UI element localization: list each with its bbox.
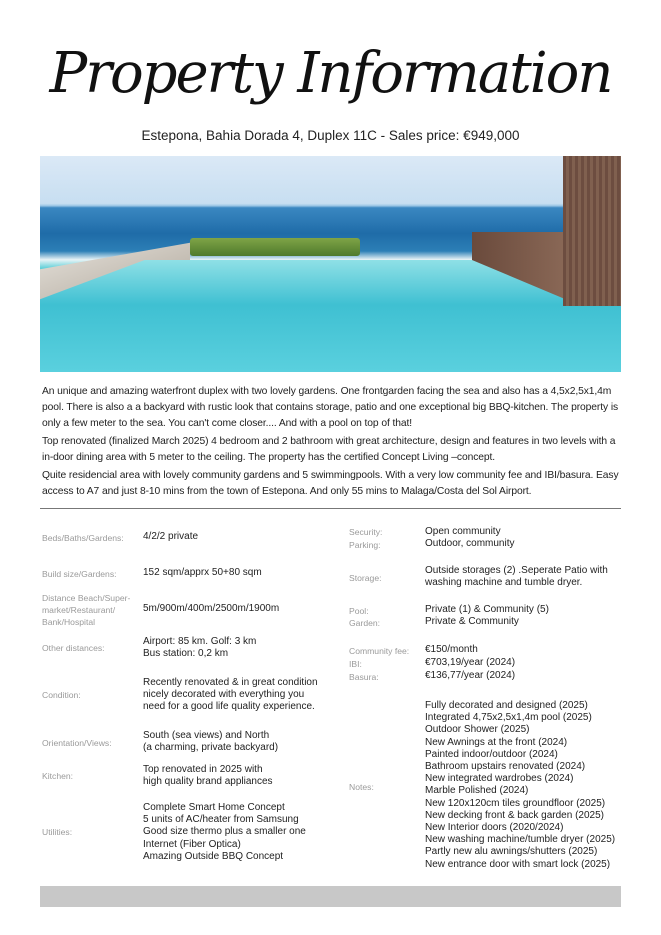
- label-line: market/Restaurant/: [42, 605, 116, 615]
- value-line: Top renovated in 2025 with: [143, 764, 263, 775]
- parking-label: Parking:: [349, 540, 381, 550]
- value-line: Internet (Fiber Optica): [143, 838, 241, 850]
- distance-label: [42, 592, 130, 628]
- community-fee-label: Community fee:: [349, 646, 410, 656]
- other-distances-label: Other distances:: [42, 643, 105, 653]
- value-line: Recently renovated & in great condition: [143, 677, 318, 688]
- build-label: Build size/Gardens:: [42, 569, 117, 579]
- parking-value: Outdoor, community: [425, 538, 515, 549]
- note-item: New Interior doors (2020/2024): [425, 822, 564, 834]
- notes-label: Notes:: [349, 782, 374, 792]
- kitchen-label: Kitchen:: [42, 771, 74, 781]
- note-item: Outdoor Shower (2025): [425, 724, 530, 736]
- note-item: Integrated 4,75x2,5x1,4m pool (2025): [425, 712, 592, 724]
- note-item: Marble Polished (2024): [425, 785, 529, 797]
- kitchen-value: [143, 764, 273, 788]
- description: [42, 384, 622, 502]
- note-item: New 120x120cm tiles groundfloor (2025): [425, 797, 606, 809]
- value-line: (a charming, private backyard): [143, 742, 279, 754]
- description-paragraph-2: Top renovated (finalized March 2025) 4 bedroom and 2 bathroom with great architecture, design and features in two levels with a in-door dining area with 5 meter to the ceiling. The property has the certified Concept Living –concept.: [42, 436, 616, 463]
- value-line: washing machine and tumble dryer.: [425, 577, 583, 589]
- note-item: Painted indoor/outdoor (2024): [425, 748, 558, 760]
- value-line: high quality brand appliances: [143, 776, 273, 788]
- orientation-value: [143, 730, 278, 754]
- divider: [40, 508, 621, 509]
- description-paragraph-3: Quite residencial area with lovely community gardens and 5 swimmingpools. With a very low community fee and IBI/basura. Easy access to A7 and just 8-10 mins from the town of Estepona. And only 55 mins to Malaga/Costa del Sol Airport.: [42, 470, 619, 497]
- value-line: South (sea views) and North: [143, 730, 270, 741]
- value-line: need for a good life quality experience.: [143, 701, 315, 713]
- note-item: Partly new alu awnings/shutters (2025): [425, 846, 598, 858]
- page-title: Property Information: [49, 41, 612, 106]
- orientation-label: Orientation/Views:: [42, 738, 112, 748]
- note-item: Bathroom upstairs renovated (2024): [425, 761, 586, 773]
- garden-value: Private & Community: [425, 616, 519, 627]
- storage-value: [425, 565, 608, 589]
- note-item: New Awnings at the front (2024): [425, 736, 568, 748]
- property-subtitle: Estepona, Bahia Dorada 4, Duplex 11C - Sales price: €949,000: [141, 128, 520, 143]
- note-item: Fully decorated and designed (2025): [425, 700, 588, 711]
- security-label: Security:: [349, 527, 383, 537]
- ibi-value: €703,19/year (2024): [425, 657, 516, 668]
- utilities-value: [143, 802, 306, 863]
- label-line: Bank/Hospital: [42, 617, 96, 627]
- condition-value: [143, 677, 318, 714]
- pool-label: Pool:: [349, 606, 369, 616]
- value-line: Amazing Outside BBQ Concept: [143, 850, 284, 862]
- label-line: Distance Beach/Super-: [42, 593, 131, 603]
- condition-label: Condition:: [42, 690, 81, 700]
- value-line: 5 units of AC/heater from Samsung: [143, 814, 299, 826]
- build-value: 152 sqm/apprx 50+80 sqm: [143, 567, 262, 578]
- ibi-label: IBI:: [349, 659, 362, 669]
- note-item: New washing machine/tumble dryer (2025): [425, 834, 616, 846]
- pool-value: Private (1) & Community (5): [425, 604, 549, 615]
- beds-label: Beds/Baths/Gardens:: [42, 533, 124, 543]
- value-line: Good size thermo plus a smaller one: [143, 826, 306, 838]
- note-item: New integrated wardrobes (2024): [425, 773, 574, 785]
- distance-value: 5m/900m/400m/2500m/1900m: [143, 603, 280, 614]
- lawn: [190, 238, 360, 256]
- utilities-label: Utilities:: [42, 827, 73, 837]
- basura-label: Basura:: [349, 672, 379, 682]
- storage-label: Storage:: [349, 573, 382, 583]
- beds-value: 4/2/2 private: [143, 531, 199, 542]
- garden-label: Garden:: [349, 618, 381, 628]
- footer-bar: [40, 886, 621, 907]
- community-fee-value: €150/month: [425, 644, 478, 655]
- value-line: Airport: 85 km. Golf: 3 km: [143, 636, 257, 647]
- basura-value: €136,77/year (2024): [425, 670, 516, 681]
- wooden-tower: [563, 156, 621, 306]
- security-value: Open community: [425, 526, 501, 537]
- value-line: Complete Smart Home Concept: [143, 802, 285, 813]
- description-paragraph-1: An unique and amazing waterfront duplex with two lovely gardens. One frontgarden facing the sea and also has a 4,5x2,5x1,4m pool. There is also a a backyard with rustic look that contains storage, patio and one exceptional big BBQ-kitchen. The property is only a few meter to the sea. You can't come closer.... And with a pool on top of that!: [42, 386, 619, 429]
- value-line: Outside storages (2) .Seperate Patio with: [425, 565, 608, 576]
- property-photo: [40, 156, 621, 372]
- other-distances-value: [143, 636, 256, 660]
- value-line: Bus station: 0,2 km: [143, 648, 229, 660]
- note-item: New decking front & back garden (2025): [425, 809, 604, 821]
- notes-list: [425, 700, 615, 871]
- note-item: New entrance door with smart lock (2025): [425, 858, 611, 870]
- value-line: nicely decorated with everything you: [143, 689, 305, 701]
